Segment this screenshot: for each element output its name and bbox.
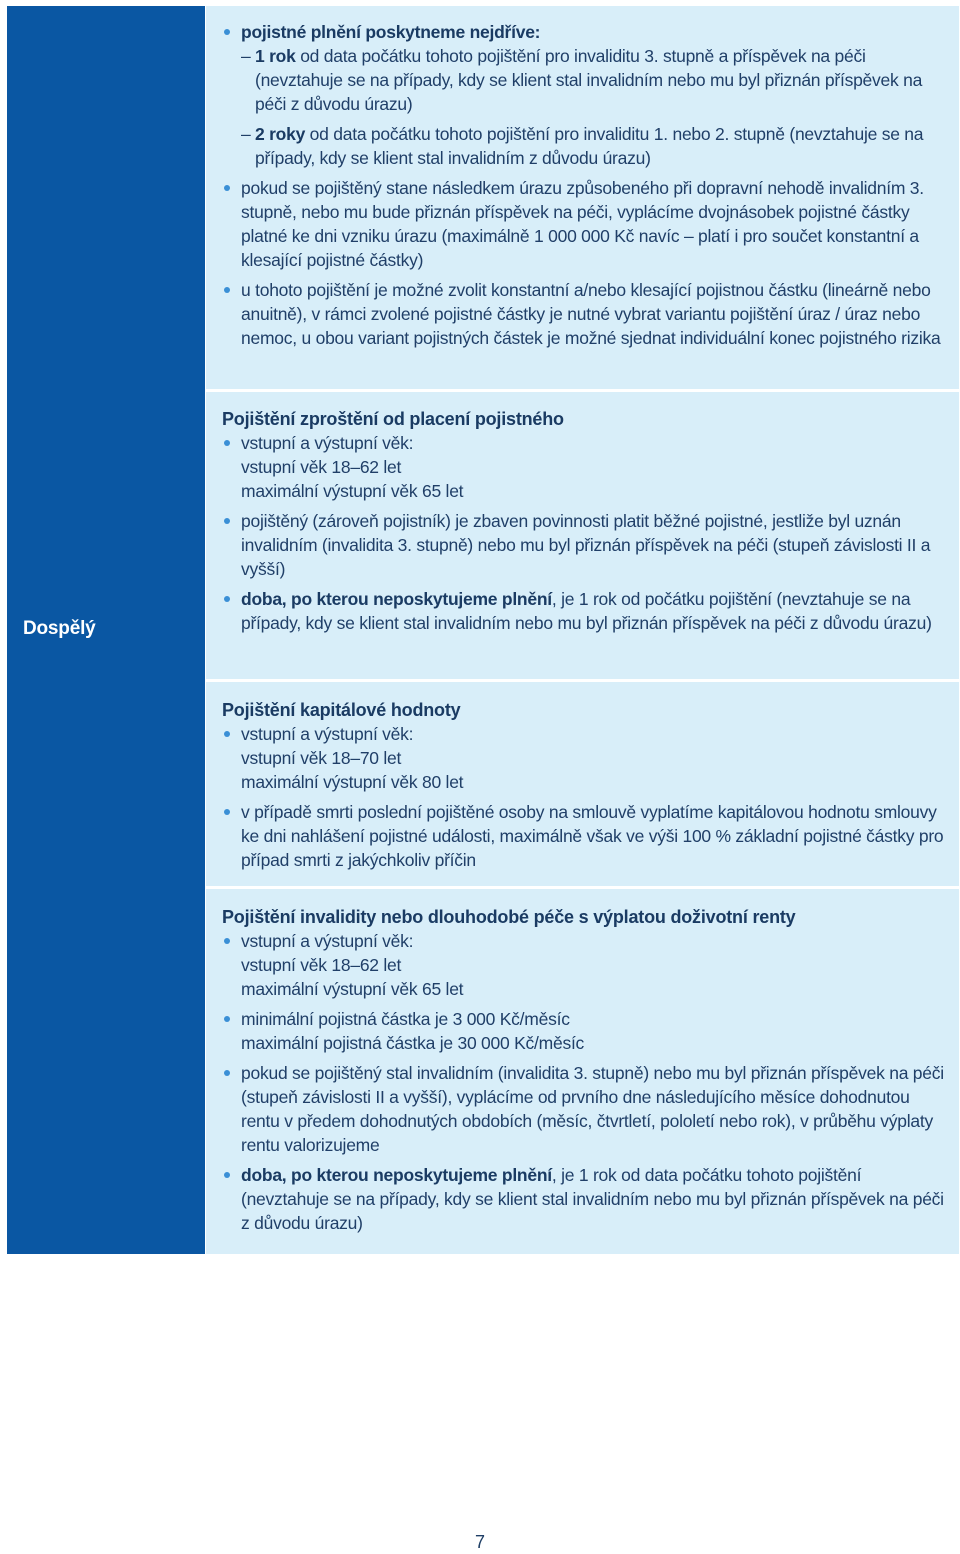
- list-item: [222, 278, 947, 350]
- bullet-icon: [224, 809, 230, 815]
- item-bold: doba, po kterou neposkytujeme plnění: [241, 589, 552, 609]
- section-1-list: [222, 20, 947, 350]
- list-item: [222, 800, 947, 872]
- item-bold: doba, po kterou neposkytujeme plnění: [241, 1165, 552, 1185]
- dash-icon: –: [241, 124, 251, 144]
- item-text: pojištěný (zároveň pojistník) je zbaven povinnosti platit běžné pojistné, jestliže byl uznán invalidním (invalidita 3. stupně) nebo mu byl přiznán příspěvek na péči (stupeň závislosti II a vyšší): [241, 511, 931, 579]
- section-3-list: [222, 722, 947, 872]
- item-lead: pojistné plnění poskytneme nejdříve:: [241, 22, 541, 42]
- sub-item-text: od data počátku tohoto pojištění pro invaliditu 1. nebo 2. stupně (nevztahuje se na případy, kdy se klient stal invalidním z důvodu úrazu): [255, 124, 924, 168]
- section-capital-value: [206, 682, 959, 886]
- section-invalidity-continued: [206, 6, 959, 389]
- sub-item: [241, 122, 947, 170]
- list-item: [222, 176, 947, 272]
- sub-item: [241, 44, 947, 116]
- section-premium-waiver: [206, 392, 959, 679]
- list-item: [222, 1061, 947, 1157]
- section-invalidity-annuity: [206, 889, 959, 1254]
- category-label: Dospělý: [23, 618, 96, 639]
- bullet-icon: [224, 938, 230, 944]
- item-text: , je 1 rok od data počátku tohoto pojištění (nevztahuje se na případy, kdy se klient stal invalidním nebo mu byl přiznán příspěvek na péči z důvodu úrazu): [241, 1165, 944, 1233]
- list-item: [222, 431, 947, 503]
- item-line: maximální pojistná částka je 30 000 Kč/měsíc: [241, 1033, 585, 1053]
- item-text: pokud se pojištěný stane následkem úrazu způsobeného při dopravní nehodě invalidním 3. stupně, nebo mu bude přiznán příspěvek na péči, vyplácíme dvojnásobek pojistné částky platné ke dni vzniku úrazu (maximálně 1 000 000 Kč navíc – platí i pro součet konstantní a klesající pojistné částky): [241, 178, 924, 270]
- bullet-icon: [224, 1172, 230, 1178]
- item-text: u tohoto pojištění je možné zvolit konstantní a/nebo klesající pojistnou částku (lineárně nebo anuitně), v rámci zvolené pojistné částky je nutné vybrat variantu pojištění úraz / úraz nebo nemoc, u obou variant pojistných částek je možné sjednat individuální konec pojistného rizika: [241, 280, 941, 348]
- item-text: v případě smrti poslední pojištěné osoby na smlouvě vyplatíme kapitálovou hodnotu smlouvy ke dni nahlášení pojistné události, maximálně však ve výši 100 % základní pojistné částky pro případ smrti z jakýchkoliv příčin: [241, 802, 944, 870]
- item-line: maximální výstupní věk 80 let: [241, 772, 464, 792]
- item-line: vstupní a výstupní věk:: [241, 931, 414, 951]
- sub-item-text: od data počátku tohoto pojištění pro invaliditu 3. stupně a příspěvek na péči (nevztahuje se na případy, kdy se klient stal invalidním nebo mu byl přiznán příspěvek na péči z důvodu úrazu): [255, 46, 923, 114]
- item-line: minimální pojistná částka je 3 000 Kč/měsíc: [241, 1009, 570, 1029]
- bullet-icon: [224, 29, 230, 35]
- bullet-icon: [224, 185, 230, 191]
- item-line: maximální výstupní věk 65 let: [241, 979, 464, 999]
- dash-icon: –: [241, 46, 251, 66]
- sub-item-bold: 1 rok: [255, 46, 296, 66]
- list-item: [222, 929, 947, 1001]
- section-title: Pojištění kapitálové hodnoty: [222, 700, 461, 720]
- item-line: vstupní věk 18–62 let: [241, 457, 402, 477]
- bullet-icon: [224, 1016, 230, 1022]
- category-column: [7, 6, 205, 1254]
- bullet-icon: [224, 440, 230, 446]
- list-item: [222, 1007, 947, 1055]
- bullet-icon: [224, 596, 230, 602]
- bullet-icon: [224, 1070, 230, 1076]
- list-item: [222, 722, 947, 794]
- insurance-table: [7, 6, 959, 1254]
- section-4-list: [222, 929, 947, 1235]
- list-item: [222, 1163, 947, 1235]
- list-item: [222, 509, 947, 581]
- item-line: vstupní věk 18–62 let: [241, 955, 402, 975]
- item-line: maximální výstupní věk 65 let: [241, 481, 464, 501]
- page-number: 7: [474, 1532, 485, 1552]
- item-line: vstupní a výstupní věk:: [241, 433, 414, 453]
- item-line: vstupní věk 18–70 let: [241, 748, 402, 768]
- section-title: Pojištění invalidity nebo dlouhodobé péče s výplatou doživotní renty: [222, 907, 796, 927]
- sub-item-bold: 2 roky: [255, 124, 306, 144]
- list-item: [222, 587, 947, 635]
- bullet-icon: [224, 731, 230, 737]
- bullet-icon: [224, 287, 230, 293]
- item-text: pokud se pojištěný stal invalidním (invalidita 3. stupně) nebo mu byl přiznán příspěvek na péči (stupeň závislosti II a vyšší), vyplácíme od prvního dne následujícího měsíce dohodnutou rentu v předem dohodnutých obdobích (měsíc, čtvrtletí, pololetí nebo rok), v průběhu výplaty rentu valorizujeme: [241, 1063, 944, 1155]
- item-text: , je 1 rok od počátku pojištění (nevztahuje se na případy, kdy se klient stal invalidním nebo mu byl přiznán příspěvek na péči z důvodu úrazu): [241, 589, 932, 633]
- section-title: Pojištění zproštění od placení pojistného: [222, 409, 564, 429]
- bullet-icon: [224, 518, 230, 524]
- item-line: vstupní a výstupní věk:: [241, 724, 414, 744]
- list-item: [222, 20, 947, 170]
- section-2-list: [222, 431, 947, 635]
